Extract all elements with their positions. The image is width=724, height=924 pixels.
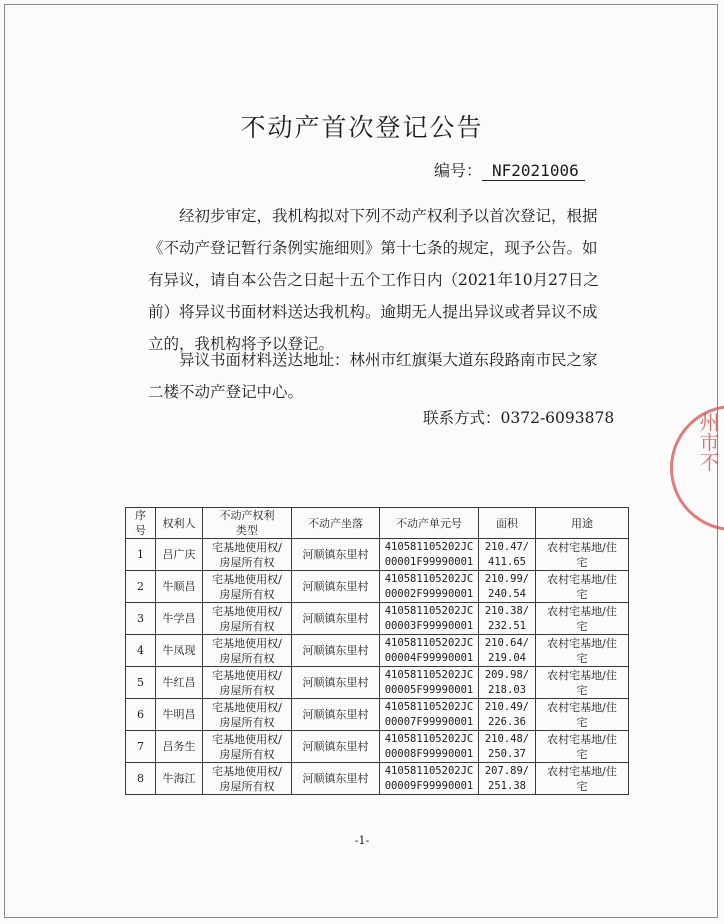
contact-info: 联系方式：0372-6093878 — [423, 409, 615, 427]
cell-owner: 牛凤现 — [156, 635, 203, 667]
cell-owner: 吕广庆 — [156, 539, 203, 571]
table-row — [126, 667, 629, 699]
cell-unit-number: 410581105202JC00002F99990001 — [380, 571, 479, 603]
header-cell: 面积 — [479, 508, 536, 539]
cell-area: 210.64/219.04 — [479, 635, 536, 667]
cell-area: 210.48/250.37 — [479, 731, 536, 763]
announcement-paragraph: 经初步审定，我机构拟对下列不动产权利予以首次登记，根据《不动产登记暂行条例实施细则》第十七条的规定，现予公告。如有异议，请自本公告之日起十五个工作日内（2021年10月27日之前）将异议书面材料送达我机构。逾期无人提出异议或者异议不成立的，我机构将予以登记。 — [148, 207, 599, 353]
seal-text: 州市不 — [696, 412, 720, 472]
objection-address-paragraph: 异议书面材料送达地址：林州市红旗渠大道东段路南市民之家二楼不动产登记中心。 — [148, 351, 598, 401]
document-number-value: NF2021006 — [482, 161, 585, 181]
cell-owner: 牛红昌 — [156, 667, 203, 699]
cell-location: 河顺镇东里村 — [292, 571, 380, 603]
cell-number: 7 — [126, 731, 156, 763]
cell-usage: 农村宅基地/住宅 — [536, 635, 629, 667]
cell-right-type: 宅基地使用权/房屋所有权 — [203, 539, 292, 571]
table-row — [126, 571, 629, 603]
cell-number: 1 — [126, 539, 156, 571]
header-cell: 权利人 — [156, 508, 203, 539]
cell-usage: 农村宅基地/住宅 — [536, 667, 629, 699]
cell-right-type: 宅基地使用权/房屋所有权 — [203, 763, 292, 795]
cell-right-type: 宅基地使用权/房屋所有权 — [203, 635, 292, 667]
cell-area: 209.98/218.03 — [479, 667, 536, 699]
cell-area: 210.38/232.51 — [479, 603, 536, 635]
cell-unit-number: 410581105202JC00004F99990001 — [380, 635, 479, 667]
cell-usage: 农村宅基地/住宅 — [536, 763, 629, 795]
cell-location: 河顺镇东里村 — [292, 635, 380, 667]
cell-location: 河顺镇东里村 — [292, 603, 380, 635]
cell-location: 河顺镇东里村 — [292, 763, 380, 795]
table-header-row — [126, 508, 629, 539]
table-row — [126, 539, 629, 571]
cell-usage: 农村宅基地/住宅 — [536, 539, 629, 571]
document-number-label: 编号： — [434, 161, 483, 180]
cell-number: 8 — [126, 763, 156, 795]
cell-owner: 牛顺昌 — [156, 571, 203, 603]
cell-right-type: 宅基地使用权/房屋所有权 — [203, 731, 292, 763]
document-number — [434, 158, 585, 181]
cell-right-type: 宅基地使用权/房屋所有权 — [203, 603, 292, 635]
table-row — [126, 731, 629, 763]
cell-area: 207.89/251.38 — [479, 763, 536, 795]
cell-number: 6 — [126, 699, 156, 731]
cell-location: 河顺镇东里村 — [292, 699, 380, 731]
cell-usage: 农村宅基地/住宅 — [536, 603, 629, 635]
table-row — [126, 635, 629, 667]
cell-owner: 牛海江 — [156, 763, 203, 795]
cell-owner: 牛明昌 — [156, 699, 203, 731]
header-cell: 不动产权利类型 — [203, 508, 292, 539]
cell-right-type: 宅基地使用权/房屋所有权 — [203, 667, 292, 699]
page-number: -1- — [354, 834, 370, 847]
cell-number: 4 — [126, 635, 156, 667]
cell-right-type: 宅基地使用权/房屋所有权 — [203, 571, 292, 603]
table-row — [126, 699, 629, 731]
cell-area: 210.49/226.36 — [479, 699, 536, 731]
cell-area: 210.47/411.65 — [479, 539, 536, 571]
header-cell: 用途 — [536, 508, 629, 539]
header-cell: 不动产坐落 — [292, 508, 380, 539]
document-title: 不动产首次登记公告 — [240, 113, 484, 142]
cell-usage: 农村宅基地/住宅 — [536, 699, 629, 731]
cell-usage: 农村宅基地/住宅 — [536, 571, 629, 603]
cell-location: 河顺镇东里村 — [292, 539, 380, 571]
header-cell: 不动产单元号 — [380, 508, 479, 539]
cell-unit-number: 410581105202JC00007F99990001 — [380, 699, 479, 731]
cell-unit-number: 410581105202JC00008F99990001 — [380, 731, 479, 763]
cell-area: 210.99/240.54 — [479, 571, 536, 603]
cell-right-type: 宅基地使用权/房屋所有权 — [203, 699, 292, 731]
cell-number: 3 — [126, 603, 156, 635]
cell-location: 河顺镇东里村 — [292, 667, 380, 699]
cell-location: 河顺镇东里村 — [292, 731, 380, 763]
cell-number: 2 — [126, 571, 156, 603]
registration-table — [125, 507, 629, 795]
cell-owner: 牛学昌 — [156, 603, 203, 635]
cell-usage: 农村宅基地/住宅 — [536, 731, 629, 763]
header-cell: 序号 — [126, 508, 156, 539]
table-row — [126, 763, 629, 795]
cell-owner: 吕务生 — [156, 731, 203, 763]
cell-number: 5 — [126, 667, 156, 699]
cell-unit-number: 410581105202JC00003F99990001 — [380, 603, 479, 635]
cell-unit-number: 410581105202JC00005F99990001 — [380, 667, 479, 699]
cell-unit-number: 410581105202JC00009F99990001 — [380, 763, 479, 795]
table-row — [126, 603, 629, 635]
cell-unit-number: 410581105202JC00001F99990001 — [380, 539, 479, 571]
